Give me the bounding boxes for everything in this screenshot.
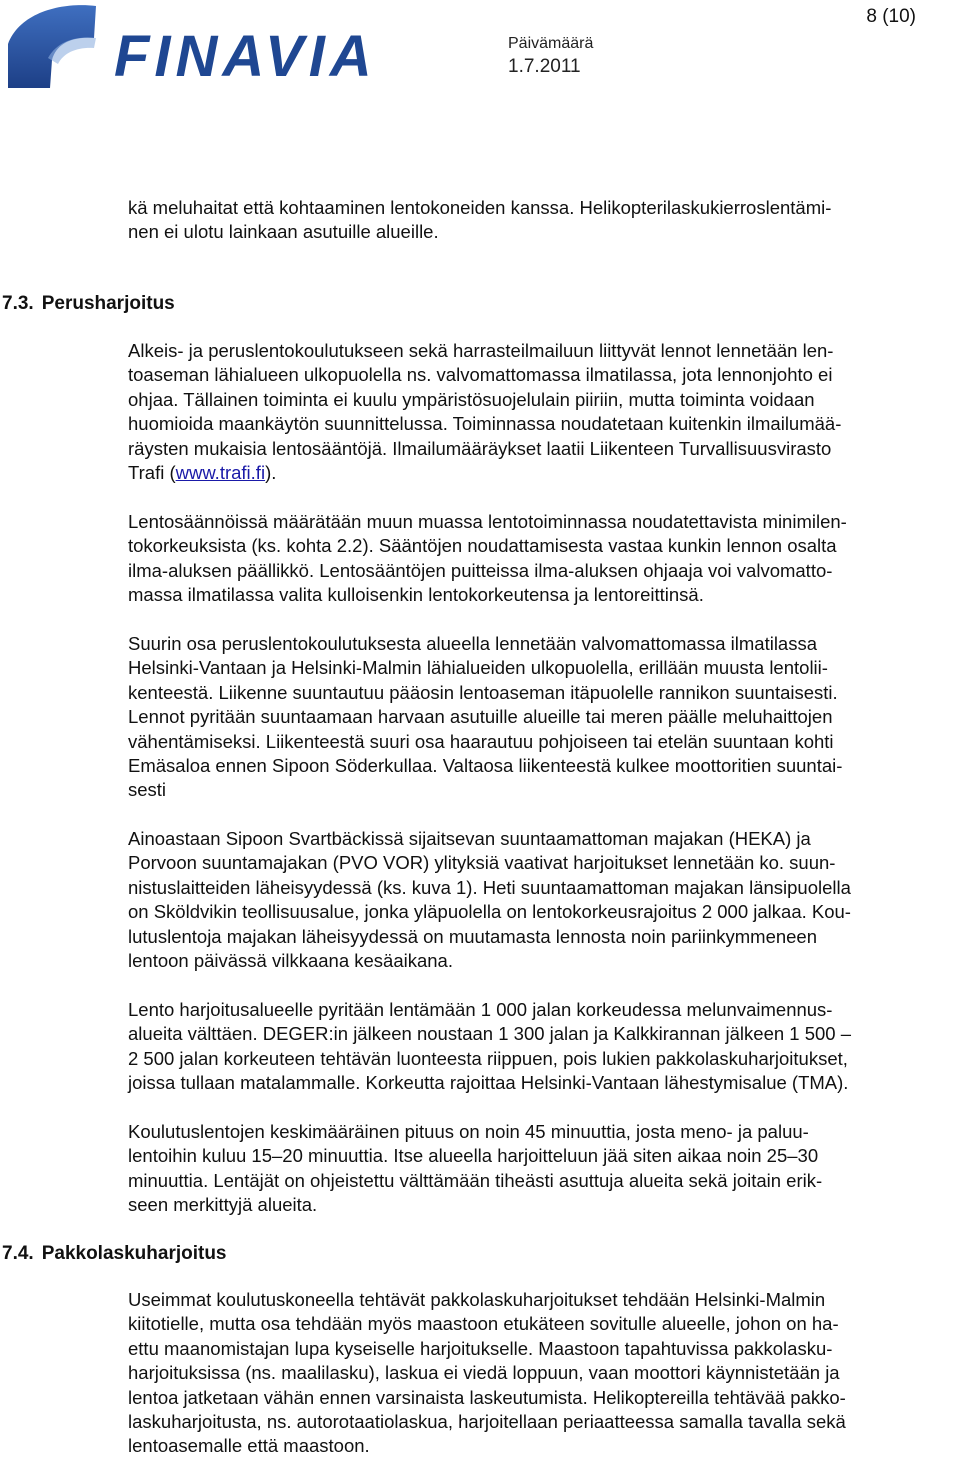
paragraph-7: Useimmat koulutuskoneella tehtävät pakkolaskuharjoitukset tehdään Helsinki-Malmin kiitotielle, mutta osa tehdään myös maastoon etukäteen sovitulle alueelle, johon on ha- ettu maanomistajan lupa kyseiselle harjoitukselle. Maastoon tapahtuvissa pakkolasku- harjoituksissa (ns. maalilasku), laskua ei viedä loppuun, vaan moottori käynnistetään ja lentoa jatketaan vähän ennen varsinaista laskeutumista. Helikoptereilla tehtävää pakko- laskuharjoitusta, ns. autorotaatiolaskua, harjoitellaan periaatteessa samalla tavalla sekä lentoasemalle että maastoon. <box>128 1289 846 1457</box>
date-label: Päivämäärä <box>508 35 594 52</box>
intro-paragraph: kä meluhaitat että kohtaaminen lentokoneiden kanssa. Helikopterilaskukierroslentämi- nen ei ulotu lainkaan asutuille alueille. <box>128 197 832 243</box>
paragraph-6: Koulutuslentojen keskimääräinen pituus on noin 45 minuuttia, josta meno- ja paluu- lentoihin kuluu 15–20 minuuttia. Itse alueella harjoitteluun jää siten aikaa noin 25–30 minuuttia. Lentäjät on ohjeistettu välttämään tiheästi asuttuja alueita sekä joitain erik- seen merkittyjä alueita. <box>128 1121 823 1216</box>
paragraph-1: Alkeis- ja peruslentokoulutukseen sekä harrasteilmailuun liittyvät lennot lennetään len- toaseman lähialueen ulkopuolella ns. valvomattomassa ilmatilassa, jota lennonjohto ei ohjaa. Tällainen toiminta ei kuulu ympäristösuojelulain piiriin, mutta toiminta voidaan huomioida maankäytön suunnittelussa. Toiminnassa noudatetaan kuitenkin ilmailumää- räysten mukaisia lentosääntöjä. Ilmailumääräykset laatii Liikenteen Turvallisuusvirasto Trafi (www.trafi.fi). <box>128 340 842 484</box>
section-heading-7-4 <box>2 1242 227 1266</box>
section-heading-7-3 <box>2 292 175 316</box>
paragraph-3: Suurin osa peruslentokoulutuksesta alueella lennetään valvomattomassa ilmatilassa Helsinki-Vantaan ja Helsinki-Malmin lähialueiden ulkopuolella, erillään muusta lentolii- kenteestä. Liikenne suuntautuu pääosin lentoaseman itäpuolelle rannikon suuntaisesti. Lennot pyritään suuntaamaan harvaan asutuille alueille tai meren päälle meluhaittojen vähentämiseksi. Liikenteestä suuri osa haarautuu pohjoiseen tai etelän suuntaan kohti Emäsaloa ennen Sipoon Söderkullaa. Valtaosa liikenteestä kulkee moottoritien suuntai- sesti <box>128 633 843 801</box>
section-title: Pakkolaskuharjoitus <box>41 1243 227 1264</box>
section-number: 7.4. <box>2 1243 34 1264</box>
section-number: 7.3. <box>2 293 34 314</box>
paragraph-2: Lentosäännöissä määrätään muun muassa lentotoiminnassa noudatettavista minimilen- tokorkeuksista (ks. kohta 2.2). Sääntöjen noudattamisesta vastaa kunkin lennon osalta ilma-aluksen päällikkö. Lentosääntöjen puitteissa ilma-aluksen ohjaaja voi valvomatto- massa ilmatilassa valita kulloisenkin lentokorkeutensa ja lentoreittinsä. <box>128 511 847 606</box>
trafi-link[interactable]: www.trafi.fi <box>175 462 266 484</box>
date-value: 1.7.2011 <box>508 56 581 77</box>
finavia-logo <box>0 0 400 92</box>
paragraph-4: Ainoastaan Sipoon Svartbäckissä sijaitsevan suuntaamattoman majakan (HEKA) ja Porvoon suuntamajakan (PVO VOR) ylityksiä vaativat harjoitukset lennetään ko. suun- nistuslaitteiden läheisyydessä (ks. kuva 1). Heti suuntaamattoman majakan länsipuolella on Sköldvikin teollisuusalue, jonka yläpuolella on lentokorkeusrajoitus 2 000 jalkaa. Kou- lutuslentoja majakan läheisyydessä on muutamasta lennosta noin pariinkymmeneen lentoon päivässä vilkkaana kesäaikana. <box>128 828 851 972</box>
section-title: Perusharjoitus <box>41 293 175 314</box>
page-number: 8 (10) <box>866 6 916 27</box>
logo-wordmark: FINAVIA <box>114 24 377 89</box>
paragraph-5: Lento harjoitusalueelle pyritään lentämään 1 000 jalan korkeudessa melunvaimennus- alueita välttäen. DEGER:in jälkeen noustaan 1 300 jalan ja Kalkkirannan jälkeen 1 500 – 2 500 jalan korkeuteen tehtävän luonteesta riippuen, pois lukien pakkolaskuharjoitukset, joissa tullaan matalammalle. Korkeutta rajoittaa Helsinki-Vantaan lähestymisalue (TMA). <box>128 999 852 1094</box>
